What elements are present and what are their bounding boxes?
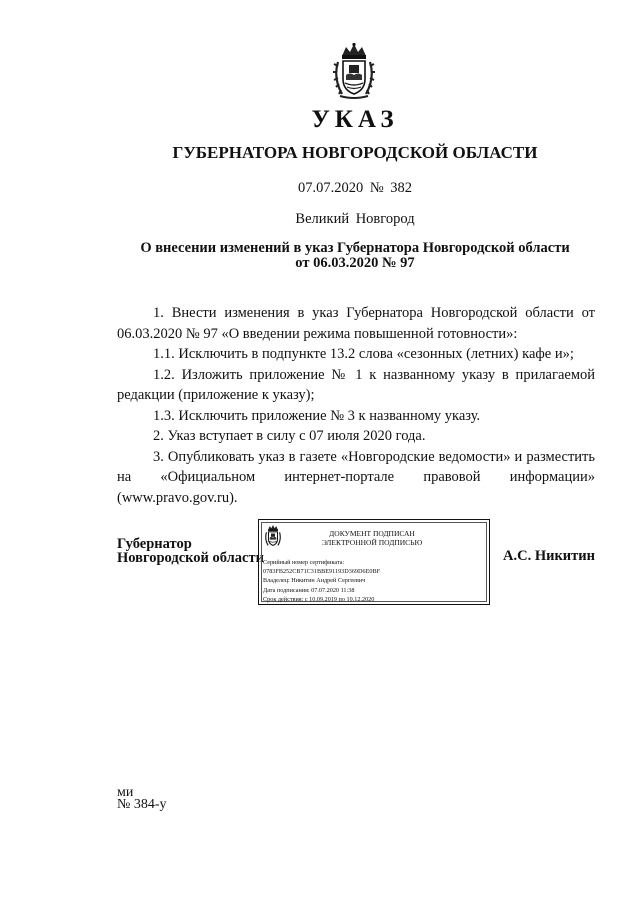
paragraph-1: 1. Внести изменения в указ Губернатора Новгородской области от 06.03.2020 № 97 «О введении режима повышенной готовности»: (117, 305, 595, 342)
issuer-heading: ГУБЕРНАТОРА НОВГОРОДСКОЙ ОБЛАСТИ (172, 143, 538, 162)
novgorod-coat-of-arms-icon (332, 42, 376, 100)
paragraph-1-3: 1.3. Исключить приложение № 3 к названному указу. (153, 407, 481, 424)
subject-line-2: от 06.03.2020 № 97 (295, 255, 415, 271)
stamp-coat-of-arms-icon (264, 524, 282, 548)
stamp-heading-line-1: ДОКУМЕНТ ПОДПИСАН (329, 529, 415, 538)
document-type-heading: УКАЗ (311, 106, 399, 133)
signer-title (117, 537, 264, 565)
stamp-owner: Владелец: Никитин Андрей Сергеевич (263, 577, 366, 585)
signer-title-line-1: Губернатор (117, 536, 192, 552)
signer-name: А.С. Никитин (503, 548, 595, 564)
subject-line-1: О внесении изменений в указ Губернатора Новгородской области (140, 240, 570, 256)
stamp-validity: Срок действия: с 10.09.2019 по 10.12.2020 (263, 595, 375, 603)
paragraph-3: 3. Опубликовать указ в газете «Новгородские ведомости» и разместить на «Официальном интернет-портале правовой информации» (www.pravo.gov.ru). (117, 448, 595, 506)
executor-initials: ми (117, 785, 134, 800)
stamp-cert-number: 0783FB252CB71C31BBE91193D369D6E0BF (263, 568, 381, 576)
signer-title-line-2: Новгородской области (117, 550, 264, 566)
stamp-cert-label: Серийный номер сертификата: (263, 559, 345, 566)
electronic-signature-stamp (258, 519, 490, 605)
date-and-number: 07.07.2020 № 382 (297, 180, 413, 196)
paragraph-1-2: 1.2. Изложить приложение № 1 к названному указу в прилагаемой редакции (приложение к указу); (117, 366, 595, 403)
decree-body (117, 303, 595, 508)
paragraph-2: 2. Указ вступает в силу с 07 июля 2020 года. (153, 428, 426, 444)
stamp-signed-date: Дата подписания: 07.07.2020 11:38 (263, 586, 355, 594)
executor-number: № 384-у (117, 797, 167, 812)
decree-subject (0, 241, 640, 271)
stamp-details (263, 558, 380, 604)
executor-mark (117, 787, 167, 811)
stamp-heading-line-2: ЭЛЕКТРОННОЙ ПОДПИСЬЮ (321, 538, 423, 547)
paragraph-1-1: 1.1. Исключить в подпункте 13.2 слова «сезонных (летних) кафе и»; (153, 346, 574, 362)
place-of-issue: Великий Новгород (295, 211, 415, 227)
stamp-heading (287, 529, 457, 547)
